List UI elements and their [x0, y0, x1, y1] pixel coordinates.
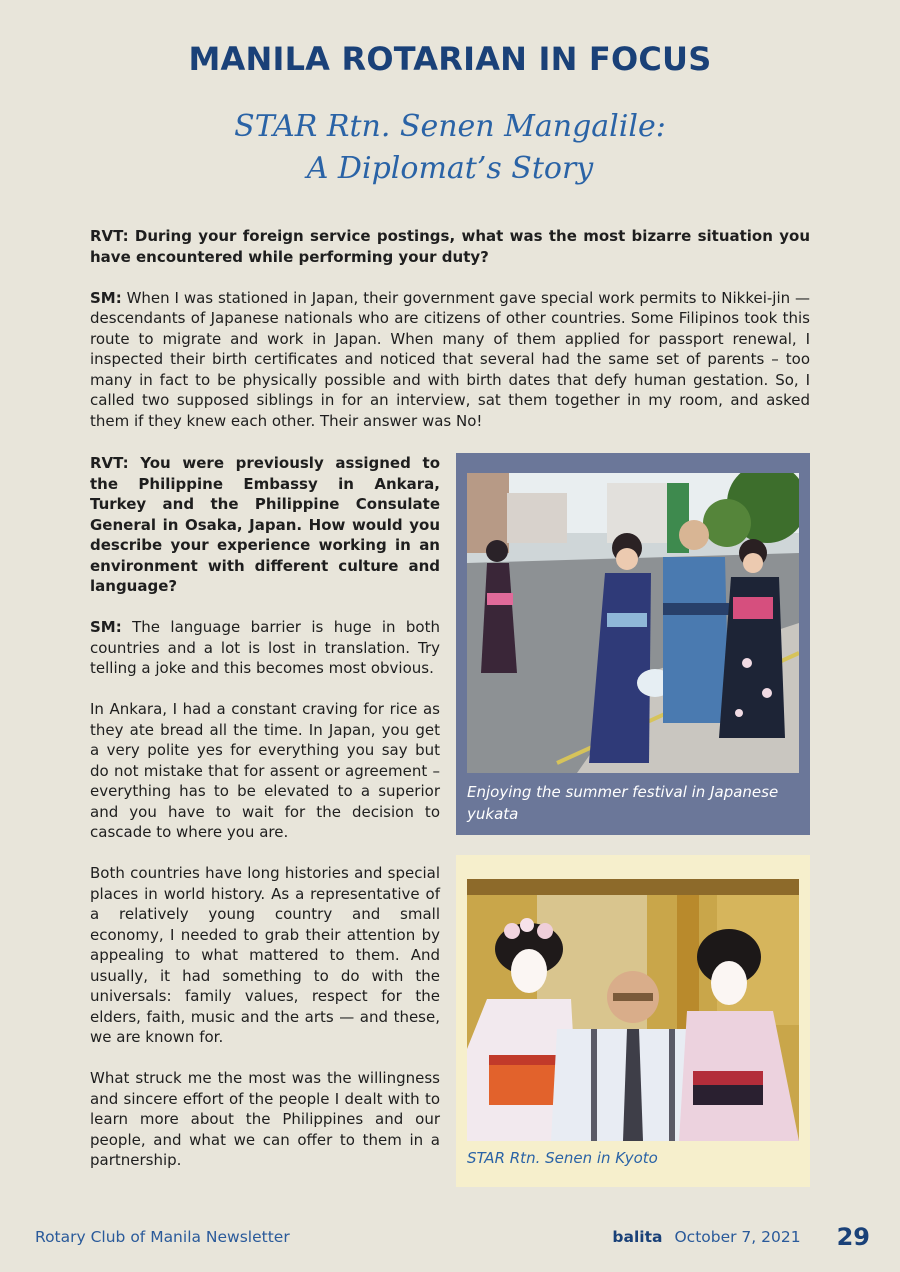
kyoto-photo-image — [467, 879, 799, 1141]
answer-2 — [90, 617, 440, 679]
answer-1-speaker: SM: — [90, 288, 122, 307]
footer-date: October 7, 2021 — [674, 1228, 801, 1246]
headline-line-2: A Diplomat’s Story — [306, 151, 594, 186]
photo-box-kyoto — [456, 855, 810, 1187]
question-1: RVT: During your foreign service postings, what was the most bizarre situation you have encountered while performing your duty? — [90, 227, 810, 266]
footer-newsletter-name: Rotary Club of Manila Newsletter — [35, 1228, 290, 1246]
kyoto-photo — [467, 879, 799, 1141]
photo-box-festival — [456, 453, 810, 835]
footer-meta — [612, 1220, 870, 1254]
article-headline — [0, 106, 900, 190]
headline-line-1: STAR Rtn. Senen Mangalile: — [234, 109, 666, 144]
paragraph-partnership: What struck me the most was the willingness and sincere effort of the people I dealt with to learn more about the Philippines and our people, and what we can offer to them in a partnership. — [90, 1069, 440, 1169]
page-number: 29 — [836, 1223, 870, 1251]
answer-1 — [90, 288, 810, 432]
interview-intro — [90, 226, 810, 431]
answer-1-text: When I was stationed in Japan, their government gave special work permits to Nikkei-jin — descendants of Japanese nationals who are citizens of other countries. Some Filipinos took this route to migrate and work in Japan. When many of them applied for passport renewal, I inspected their birth certificates and noticed that several had the same set of parents – too many in fact to be physically possible and with birth dates that defy human gestation. So, I called two supposed siblings in for an interview, sat them together in my room, and asked them if they knew each other. Their answer was No! — [90, 288, 810, 430]
paragraph-ankara: In Ankara, I had a constant craving for rice as they ate bread all the time. In Japan, you get a very polite yes for everything you say but do not mistake that for assent or agreement – everything has to be elevated to a superior and you have to wait for the decision to cascade to where you are. — [90, 700, 440, 841]
paragraph-histories: Both countries have long histories and special places in world history. As a representative of a relatively young country and small economy, I needed to grab their attention by appealing to what mattered to them. And usually, it had something to do with the universals: family values, respect for the elders, faith, music and the arts — and these, we are known for. — [90, 864, 440, 1046]
festival-photo — [467, 473, 799, 773]
question-2: RVT: You were previously assigned to the Philippine Embassy in Ankara, Turkey and the Philippine Consulate General in Osaka, Japan. How would you describe your experience working in an environment with different culture and language? — [90, 454, 440, 595]
answer-2-text: The language barrier is huge in both countries and a lot is lost in translation. Try telling a joke and this becomes most obvious. — [90, 618, 440, 677]
festival-photo-caption: Enjoying the summer festival in Japanese yukata — [467, 783, 779, 823]
festival-photo-image — [467, 473, 799, 773]
footer-brand: balita — [612, 1228, 663, 1246]
interview-column — [90, 453, 440, 1171]
kyoto-photo-caption: STAR Rtn. Senen in Kyoto — [467, 1149, 658, 1167]
answer-2-speaker: SM: — [90, 618, 122, 636]
section-title: MANILA ROTARIAN IN FOCUS — [188, 40, 712, 78]
